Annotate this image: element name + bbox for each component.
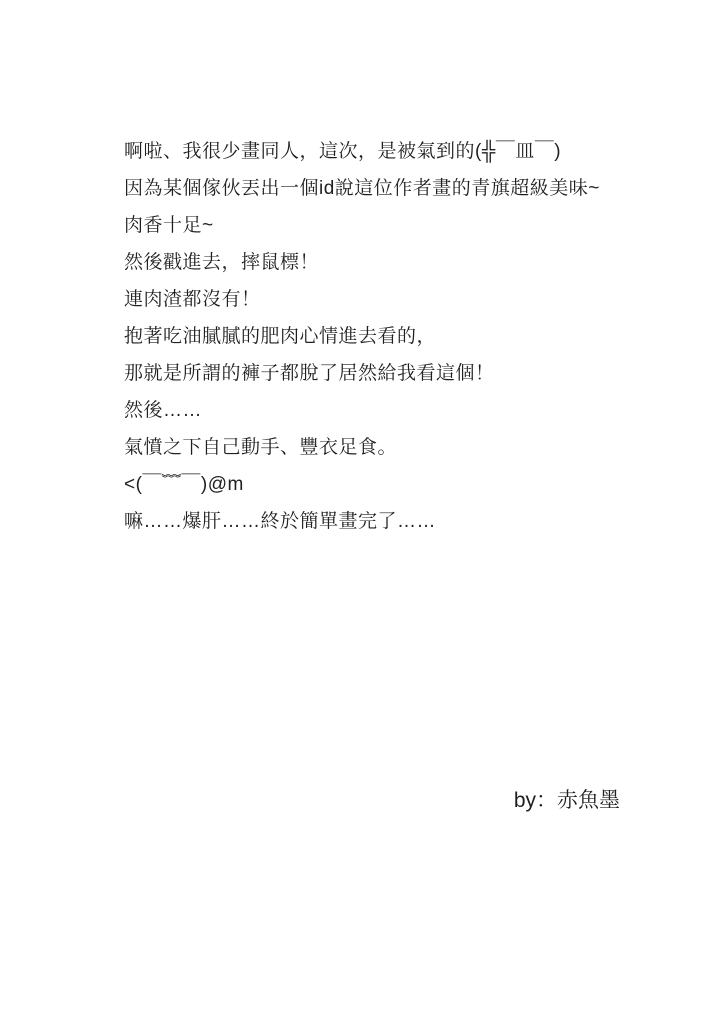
- afterword-text-block: [124, 133, 624, 540]
- text-line: 抱著吃油膩膩的肥肉心情進去看的，: [124, 326, 437, 347]
- text-line: 啊啦、我很少畫同人，這次，是被氣到的(╬￣皿￣): [124, 141, 562, 162]
- text-line: <(￣﹌￣)@m: [124, 474, 244, 495]
- text-line: 肉香十足~: [124, 215, 214, 236]
- text-line: 因為某個傢伙丟出一個id說這位作者畫的青旗超級美味~: [124, 178, 600, 199]
- text-line: 然後……: [124, 400, 203, 421]
- author-signature: by：赤魚墨: [513, 789, 620, 812]
- text-line: 連肉渣都沒有！: [124, 289, 261, 310]
- text-line: 嘛……爆肝……終於簡單畫完了……: [124, 511, 437, 532]
- text-line: 然後戳進去，摔鼠標！: [124, 252, 320, 273]
- text-line: 那就是所謂的褲子都脫了居然給我看這個！: [124, 363, 495, 384]
- text-line: 氣憤之下自己動手、豐衣足食。: [124, 437, 398, 458]
